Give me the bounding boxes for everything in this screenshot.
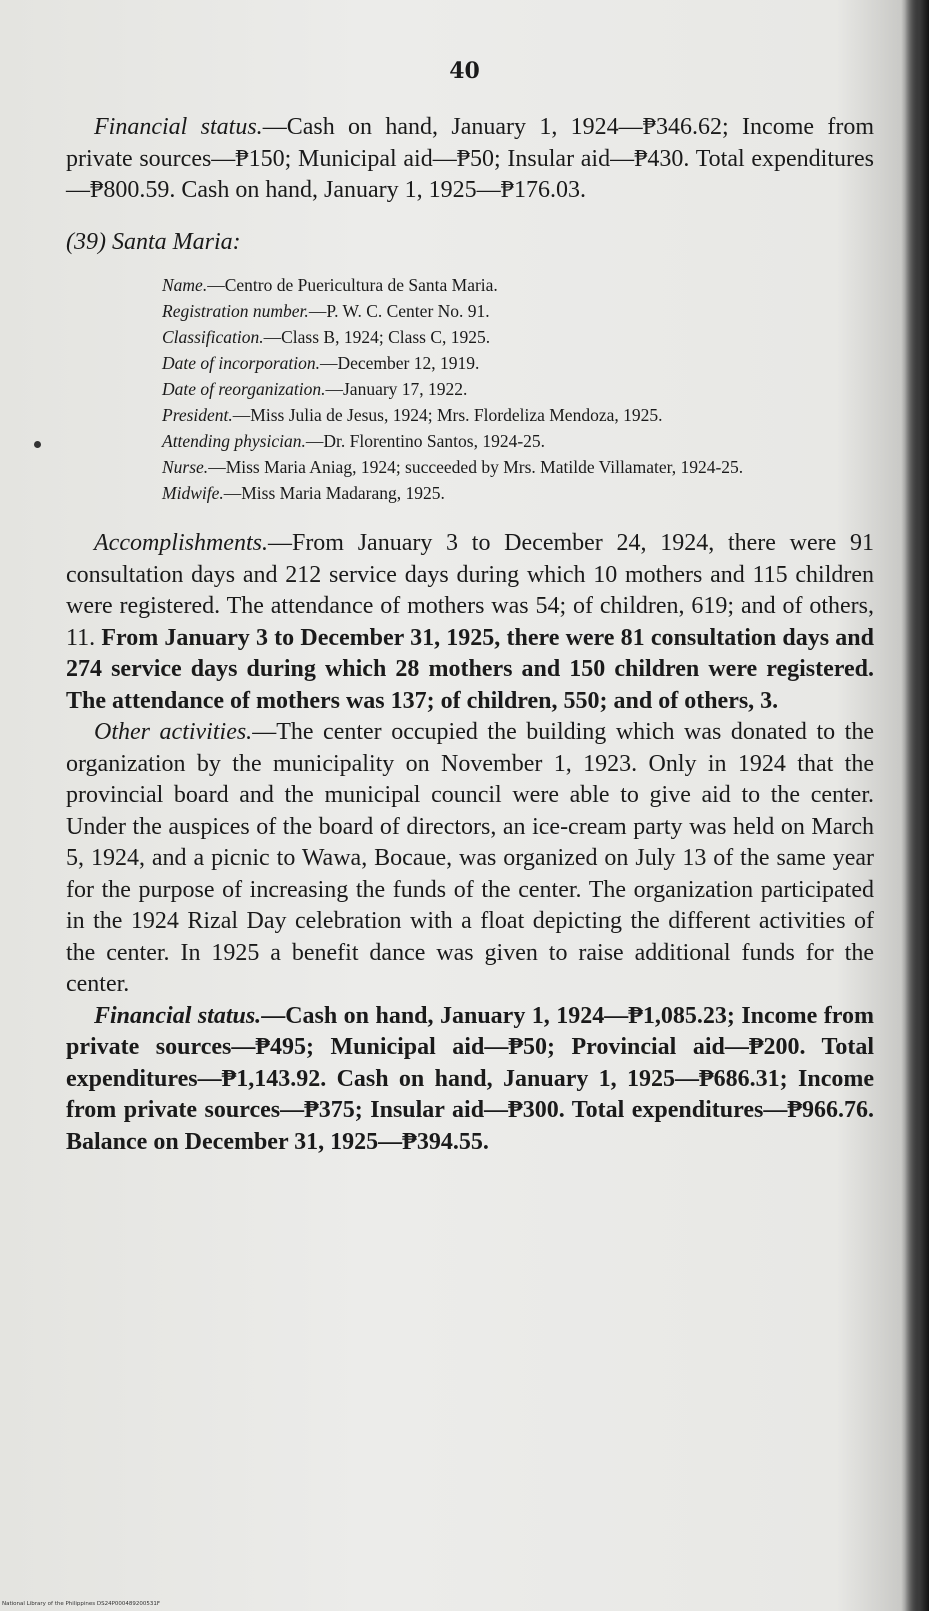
- section-heading: [66, 227, 874, 259]
- detail-value: —Dr. Florentino Santos, 1924-25.: [305, 431, 546, 451]
- accomplishments-text-1924: —From January 3 to December 24, 1924, there were 91 consultation days and 212 service days during which 10 mothers and 115 children were registered. The attendance of mothers was 54; of children, 619; and of others, 11.: [66, 530, 874, 651]
- financial-status-text: —Cash on hand, January 1, 1924—₱1,085.23; Income from private sources—₱495; Municipal aid—₱50; Provincial aid—₱200. Total expenditures—₱1,143.92. Cash on hand, January 1, 1925—₱686.31; Income from private sources—₱375; Insular aid—₱300. Total expenditures—₱966.76. Balance on December 31, 1925—₱394.55.: [66, 1002, 874, 1155]
- detail-value: —Class B, 1924; Class C, 1925.: [263, 327, 491, 347]
- accomplishments-label: Accomplishments.: [94, 530, 268, 556]
- detail-label: Attending physician.: [162, 431, 306, 451]
- detail-row: [162, 376, 874, 402]
- detail-label: Date of reorganization.: [162, 379, 326, 399]
- detail-row: [162, 428, 874, 454]
- page-edge-shadow: [905, 0, 929, 1611]
- accomplishments-text-1925: From January 3 to December 31, 1925, there were 81 consultation days and 274 service days during which 28 mothers and 150 children were registered. The attendance of mothers was 137; of children, 550; and of others, 3.: [66, 624, 875, 714]
- page-number: 40: [449, 58, 480, 84]
- section-title: Santa Maria:: [111, 228, 241, 255]
- detail-value: —January 17, 1922.: [325, 379, 468, 399]
- detail-value: —Miss Maria Madarang, 1925.: [223, 483, 445, 503]
- detail-value: —P. W. C. Center No. 91.: [308, 301, 490, 321]
- detail-label: Nurse.: [162, 457, 209, 477]
- intro-financial-text: —Cash on hand, January 1, 1924—₱346.62; Income from private sources—₱150; Municipal aid—₱50; Insular aid—₱430. Total expenditures—₱800.59. Cash on hand, January 1, 1925—₱176.03.: [66, 114, 875, 203]
- detail-row: [162, 298, 874, 324]
- detail-value: —Miss Julia de Jesus, 1924; Mrs. Flordeliza Mendoza, 1925.: [232, 405, 663, 425]
- other-activities-label: Other activities.: [94, 719, 253, 745]
- detail-row: [162, 454, 874, 480]
- other-activities-text: —The center occupied the building which was donated to the organization by the municipality on November 1, 1923. Only in 1924 that the provincial board and the municipal council were able to give aid to the center. Under the auspices of the board of directors, an ice-cream party was held on March 5, 1924, and a picnic to Wawa, Bocaue, was organized on July 13 of the same year for the purpose of increasing the funds of the center. The organization participated in the 1924 Rizal Day celebration with a float depicting the different activities of the center. In 1925 a benefit dance was given to raise additional funds for the center.: [66, 719, 874, 997]
- detail-row: [162, 324, 874, 350]
- center-details: [162, 272, 874, 506]
- detail-row: [162, 272, 874, 298]
- detail-label: Registration number.: [162, 301, 309, 321]
- detail-label: Midwife.: [162, 483, 224, 503]
- detail-row: [162, 480, 874, 506]
- detail-value: —December 12, 1919.: [319, 353, 480, 373]
- intro-financial-paragraph: [66, 112, 874, 207]
- detail-row: [162, 350, 874, 376]
- footer-credit: National Library of the Philippines DS24P000489200531F: [2, 1601, 161, 1607]
- financial-status-paragraph: [66, 1001, 874, 1159]
- accomplishments-paragraph: [66, 528, 874, 717]
- other-activities-paragraph: [66, 717, 874, 1001]
- detail-row: [162, 402, 874, 428]
- detail-label: Name.: [162, 275, 208, 295]
- detail-value: —Miss Maria Aniag, 1924; succeeded by Mrs. Matilde Villamater, 1924-25.: [208, 457, 744, 477]
- detail-label: President.: [162, 405, 233, 425]
- detail-value: —Centro de Puericultura de Santa Maria.: [207, 275, 498, 295]
- detail-label: Classification.: [162, 327, 264, 347]
- section-number: (39): [66, 228, 106, 255]
- margin-dot: [34, 441, 41, 448]
- intro-financial-label: Financial status.: [94, 114, 263, 140]
- page-content: [66, 112, 874, 1158]
- financial-status-label: Financial status.: [94, 1002, 262, 1029]
- detail-label: Date of incorporation.: [162, 353, 320, 373]
